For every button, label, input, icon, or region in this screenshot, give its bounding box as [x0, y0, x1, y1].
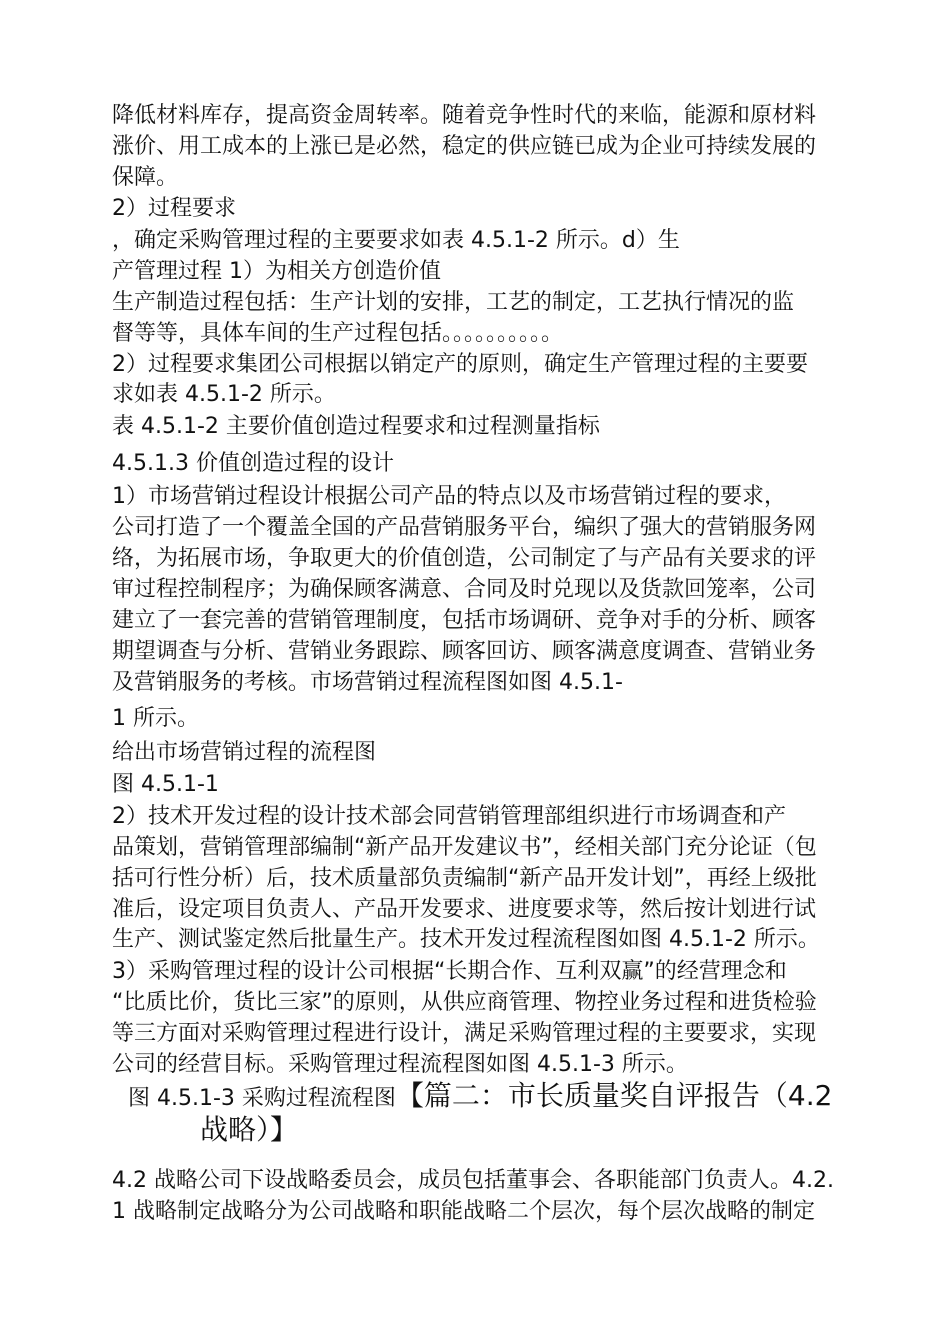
section-heading: 4.5.1.3 价值创造过程的设计 — [112, 451, 394, 476]
text-line: 公司打造了一个覆盖全国的产品营销服务平台，编织了强大的营销服务网 — [112, 515, 817, 540]
text-line: 生产、测试鉴定然后批量生产。技术开发过程流程图如图 4.5.1-2 所示。 — [112, 927, 820, 952]
text-line: 等三方面对采购管理过程进行设计，满足采购管理过程的主要要求，实现 — [112, 1021, 817, 1046]
text-line: 生产制造过程包括：生产计划的安排，工艺的制定，工艺执行情况的监 — [112, 290, 795, 315]
text-line: 涨价、用工成本的上涨已是必然，稳定的供应链已成为企业可持续发展的 — [112, 134, 817, 159]
text-line: 督等等，具体车间的生产过程包括。。。。。。。。。。 — [112, 321, 564, 346]
text-line: ，确定采购管理过程的主要要求如表 4.5.1-2 所示。d）生 — [112, 228, 680, 253]
text-line: 2）技术开发过程的设计技术部会同营销管理部组织进行市场调查和产 — [112, 804, 786, 829]
text-line: 及营销服务的考核。市场营销过程流程图如图 4.5.1- — [112, 670, 623, 695]
text-line: 2）过程要求集团公司根据以销定产的原则，确定生产管理过程的主要要 — [112, 352, 808, 377]
text-line: 1）市场营销过程设计根据公司产品的特点以及市场营销过程的要求， — [112, 484, 786, 509]
text-line: 1 战略制定战略分为公司战略和职能战略二个层次，每个层次战略的制定 — [112, 1199, 815, 1224]
text-line: 期望调查与分析、营销业务跟踪、顾客回访、顾客满意度调查、营销业务 — [112, 639, 817, 664]
text-line: 降低材料库存，提高资金周转率。随着竞争性时代的来临，能源和原材料 — [112, 103, 817, 128]
figure-caption: 图 4.5.1-1 — [112, 772, 219, 797]
text-line: 求如表 4.5.1-2 所示。 — [112, 382, 336, 407]
text-line: 保障。 — [112, 165, 179, 190]
text-line: 建立了一套完善的营销管理制度，包括市场调研、竞争对手的分析、顾客 — [112, 608, 817, 633]
text-line: 3）采购管理过程的设计公司根据“长期合作、互利双赢”的经营理念和 — [112, 959, 787, 984]
text-line: 给出市场营销过程的流程图 — [112, 740, 377, 765]
text-line: 括可行性分析）后，技术质量部负责编制“新产品开发计划”，再经上级批 — [112, 866, 817, 891]
text-line: 络，为拓展市场，争取更大的价值创造，公司制定了与产品有关要求的评 — [112, 546, 817, 571]
text-line: 品策划，营销管理部编制“新产品开发建议书”，经相关部门充分论证（包 — [112, 835, 817, 860]
text-line: 准后，设定项目负责人、产品开发要求、进度要求等，然后按计划进行试 — [112, 897, 817, 922]
text-line: 1 所示。 — [112, 706, 199, 731]
text-line: 2）过程要求 — [112, 196, 236, 221]
text-line: 4.2 战略公司下设战略委员会，成员包括董事会、各职能部门负责人。4.2. — [112, 1168, 834, 1193]
text-line: 公司的经营目标。采购管理过程流程图如图 4.5.1-3 所示。 — [112, 1052, 688, 1077]
chapter-title: 【篇二：市长质量奖自评报告（4.2 — [395, 1079, 833, 1112]
figure-caption: 图 4.5.1-3 采购过程流程图 — [128, 1086, 396, 1111]
text-line: 审过程控制程序；为确保顾客满意、合同及时兑现以及货款回笼率，公司 — [112, 577, 817, 602]
text-line: “比质比价，货比三家”的原则，从供应商管理、物控业务过程和进货检验 — [112, 990, 817, 1015]
text-line: 表 4.5.1-2 主要价值创造过程要求和过程测量指标 — [112, 414, 600, 439]
text-line: 产管理过程 1）为相关方创造价值 — [112, 259, 441, 284]
chapter-title-continued: 战略）】 — [200, 1113, 299, 1146]
